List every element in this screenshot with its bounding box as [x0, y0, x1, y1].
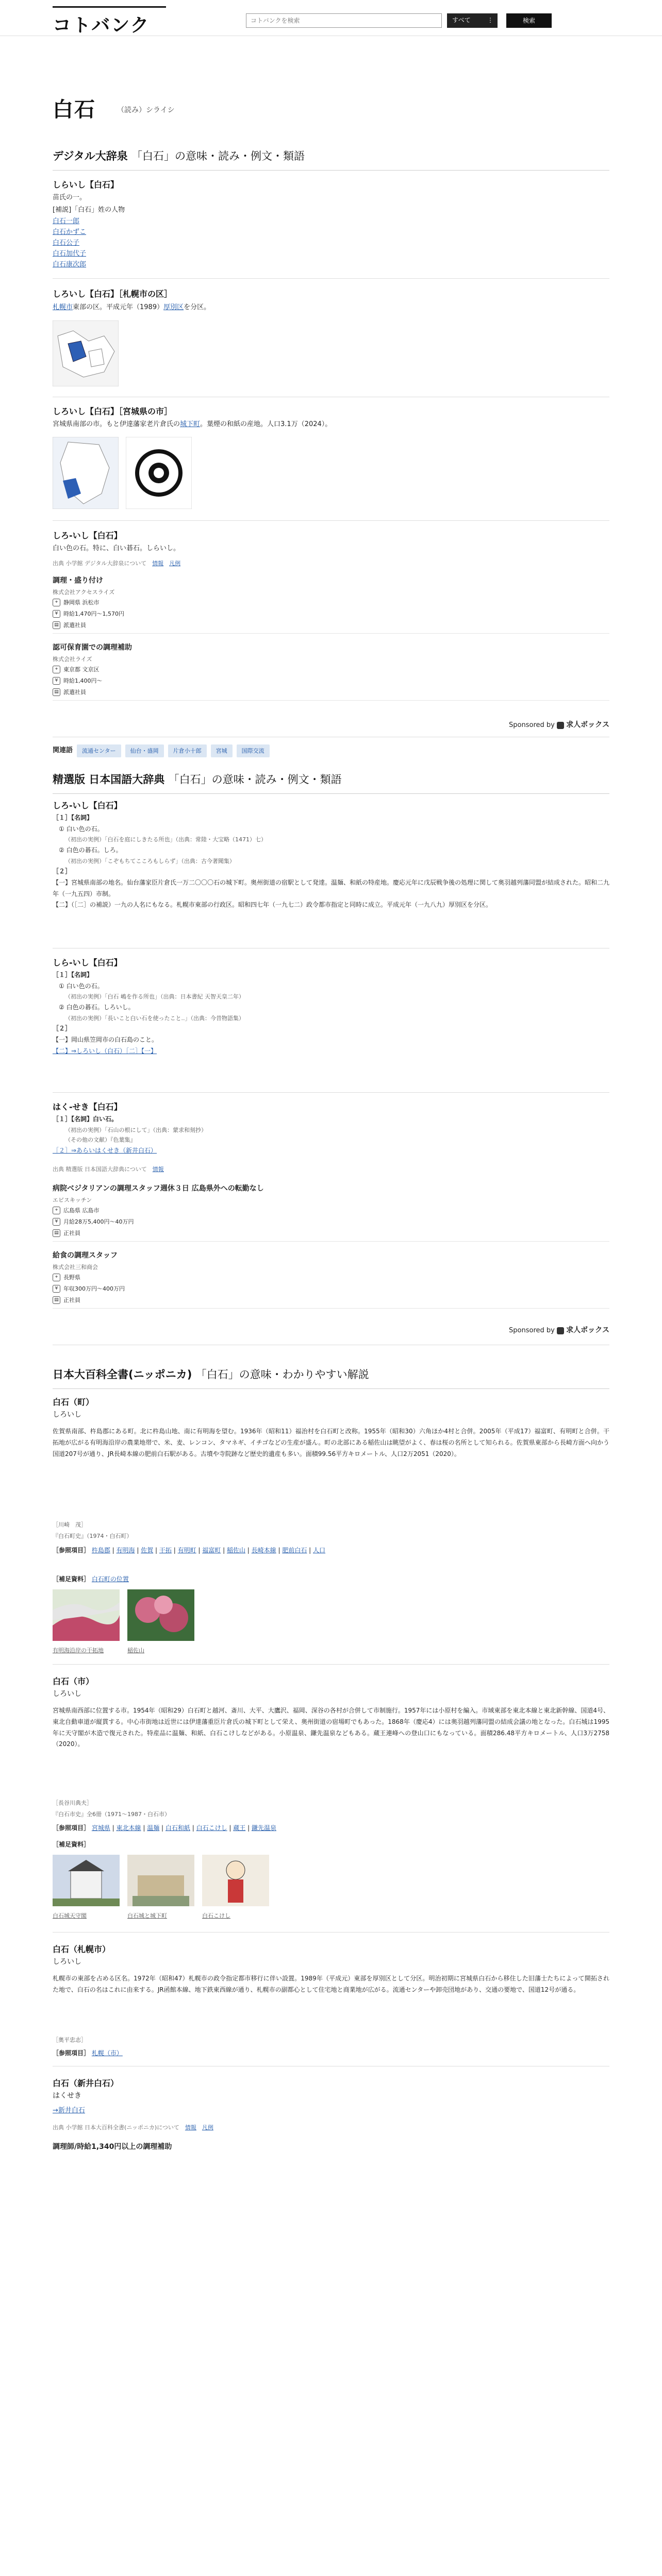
brand-logo-icon [557, 1327, 564, 1334]
figure-caption[interactable]: 稲佐山 [127, 1647, 144, 1654]
nikkoku-subtitle: 「白石」の意味・読み・例文・類語 [168, 773, 342, 786]
entry-text [53, 419, 332, 431]
badge-icon: ▤ [53, 1296, 60, 1304]
entry-body: 佐賀県南部、杵島郡にある町。北に杵島山地、南に有明海を望む。1936年（昭和11）福治村を白石町と改称。1955年（昭和30）六角ほか4村と合併。2005年（平成17）福富町、有明町と合併。干拓地が広がる有明海沿岸の農業地帯で、米、麦、レンコン、タマネギ、イチゴなどの生産が盛ん。町の北部にある稲佐山は眺望がよく、春は桜の名所として知られる。佐賀県東部から長崎方面へ向かう国道207号が通り、JR長崎本線の肥前白石駅がある。古墳や寺院跡など歴史的遺産も多い。面積99.56平方キロメートル、人口2万2051（2020）。 [53, 1428, 609, 1458]
entry-author: ［長谷川典夫］ [53, 1800, 92, 1806]
entry-title: しろ‐いし【白石】 [53, 531, 122, 540]
person-link[interactable]: 白石かずこ [53, 228, 87, 236]
ref-link[interactable]: 蔵王 [233, 1824, 246, 1832]
yen-icon: ¥ [53, 1218, 60, 1226]
job-pay-text: 月給28万5,400円～40万円 [63, 1218, 134, 1226]
job-title: 認可保育園での調理補助 [53, 643, 132, 652]
figure-caption[interactable]: 白石城と城下町 [127, 1912, 167, 1919]
job-company: エビスキッチン [53, 1196, 92, 1204]
job-type [53, 687, 609, 698]
related-tag[interactable]: 国際交流 [237, 744, 270, 757]
supp-link[interactable]: 白石町の位置 [91, 1575, 129, 1583]
job-listing[interactable] [53, 1249, 609, 1309]
def-line: ① 白い色の石。 [59, 982, 104, 990]
figure[interactable] [127, 1589, 194, 1655]
sponsor-label: Sponsored by [509, 721, 555, 729]
entry-line: [補説]「白石」姓の人物 [53, 206, 125, 214]
def-example: （初出の実例）「白石を庭にしきたる所也」（出典：常陸・大宝略（1471）七） [65, 836, 267, 843]
photo-icon [53, 1589, 120, 1641]
search-button[interactable]: 検索 [506, 13, 552, 28]
entry-text-end: を分区。 [184, 303, 211, 311]
job-type-text: 正社員 [63, 1297, 80, 1304]
job-title: 病院ベジタリアンの調理スタッフ週休３日 広島県外への転勤なし [53, 1184, 264, 1193]
daijisen-heading [53, 147, 609, 171]
source-info-link[interactable]: 情報 [185, 2124, 196, 2131]
yen-icon: ¥ [53, 677, 60, 685]
divider [53, 1664, 609, 1665]
job-pay-text: 時給1,400円～ [63, 677, 103, 685]
sponsor-brand: 求人ボックス [566, 721, 609, 729]
atsubetsu-link[interactable]: 厚別区 [163, 303, 184, 311]
page-reading: （読み）シライシ [117, 106, 175, 114]
entry-body [53, 812, 609, 911]
ref-link[interactable]: 佐賀 [141, 1547, 154, 1554]
ref-label: ［参照項目］ [53, 2049, 90, 2057]
entry-bibliography: 『白石市史』全6冊（1971～1987・白石市） [53, 1811, 170, 1818]
sapporo-link[interactable]: 札幌市 [53, 303, 73, 311]
castle-town-link[interactable]: 城下町 [180, 420, 201, 428]
def-line: ② 白色の碁石。しろいし。 [59, 1003, 135, 1011]
job-pay [53, 608, 609, 620]
def-line: ② 白色の碁石。しろ。 [59, 846, 122, 854]
sponsor-line[interactable] [455, 1324, 609, 1337]
location-icon: ⌖ [53, 666, 60, 673]
job-type [53, 620, 609, 631]
source-text: 出典 精選版 日本国語大辞典について [53, 1166, 147, 1173]
nipponica-title: 日本大百科全書(ニッポニカ) [53, 1368, 192, 1381]
job-location [53, 597, 609, 608]
job-pay-text: 年収300万円～400万円 [63, 1285, 125, 1293]
entry-reading: しろいし [53, 1690, 81, 1698]
reference-links: ［参照項目］ 杵島郡 | 有明海 | 佐賀 | 干拓 | 有明町 | 福富町 | 稲佐山 | 長崎本線 | 肥前白石 | 人口 [53, 1547, 326, 1554]
entry-body [53, 1114, 609, 1157]
job-location [53, 1205, 609, 1216]
photo-icon [202, 1855, 269, 1906]
page-title: 白石 [53, 98, 96, 122]
yen-icon: ¥ [53, 610, 60, 618]
job-company: 株式会社ライズ [53, 655, 92, 663]
entry-reading: しろいし [53, 1411, 81, 1419]
def-crossref-link[interactable]: 【二】⇒しろいし（白石）［二］【一】 [53, 1047, 157, 1055]
entry-title: しろいし【白石】［札幌市の区］ [53, 289, 173, 299]
daijisen-title: デジタル大辞泉 [53, 150, 128, 162]
job-location-text: 東京都 文京区 [63, 666, 100, 673]
crossref-link[interactable]: →新井白石 [53, 2107, 85, 2114]
figure-caption[interactable]: 有明海沿岸の干拓地 [53, 1647, 104, 1654]
related-tag[interactable]: 流通センター [77, 744, 121, 757]
supp-label: ［補足資料］ [53, 1575, 90, 1583]
job-title: 調理師/時給1,340円以上の調理補助 [53, 2143, 172, 2151]
related-tag[interactable]: 仙台・盛岡 [125, 744, 164, 757]
ref-link[interactable]: 福富町 [202, 1547, 221, 1554]
entry-bibliography: 『白石町史』（1974・白石町） [53, 1533, 133, 1539]
person-link[interactable]: 白石加代子 [53, 250, 87, 258]
sponsor-brand: 求人ボックス [566, 1326, 609, 1334]
job-type-text: 派遣社員 [63, 689, 86, 696]
divider [53, 278, 609, 279]
location-icon: ⌖ [53, 1207, 60, 1214]
job-type [53, 1228, 609, 1239]
job-location-text: 広島県 広島市 [63, 1207, 100, 1214]
supp-label: ［補足資料］ [53, 1841, 90, 1848]
entry-text-a: 宮城県南部の市。もと伊達藩家老片倉氏の [53, 420, 180, 428]
sponsor-label: Sponsored by [509, 1327, 555, 1334]
entry-title: しろいし【白石】［宮城県の市］ [53, 406, 173, 416]
job-listing[interactable] [53, 641, 609, 701]
def-example: （初出の実例）「こぞもちてこころもしらず」（出典：古今著聞集） [65, 857, 235, 865]
entry-title: しら‐いし【白石】 [53, 958, 122, 968]
badge-icon: ▤ [53, 621, 60, 629]
ref-link[interactable]: 干拓 [159, 1547, 172, 1554]
person-link[interactable]: 白石一郎 [53, 217, 80, 225]
scope-label: すべて [452, 16, 471, 24]
job-company: 株式会社三和商会 [53, 1263, 98, 1270]
divider [53, 520, 609, 521]
ref-link[interactable]: 白石こけし [196, 1824, 227, 1832]
search-scope-select[interactable] [447, 13, 498, 28]
badge-icon: ▤ [53, 688, 60, 696]
shiroishi-emblem-image[interactable] [126, 437, 192, 509]
sponsor-line[interactable] [455, 719, 609, 732]
photo-icon [127, 1855, 194, 1906]
def-crossref-link[interactable]: ［２］⇒あらいはくせき（新井白石） [53, 1147, 157, 1155]
entry-author: ［奥平忠志］ [53, 2037, 87, 2043]
ref-link[interactable]: 有明町 [177, 1547, 196, 1554]
def-example: （初出の実例）「長いこと白い石を使ったこと..」（出典：今昔物語集） [65, 1014, 244, 1022]
entry-body [53, 970, 609, 1057]
entry-title: 白石（町） [53, 1397, 94, 1407]
ref-link[interactable]: 白石和紙 [165, 1824, 190, 1832]
source-info-link[interactable]: 情報 [152, 560, 164, 567]
entry-text [53, 302, 210, 314]
nipponica-subtitle: 「白石」の意味・わかりやすい解説 [195, 1368, 369, 1381]
entry-reading: はくせき [53, 2092, 81, 2100]
related-label: 関連語 [53, 747, 73, 755]
reference-links [53, 2048, 123, 2059]
figure[interactable] [53, 1589, 120, 1655]
figure[interactable] [202, 1855, 269, 1921]
source-info-link[interactable]: 情報 [152, 1166, 164, 1173]
source-text: 出典 小学館 日本大百科全書(ニッポニカ)について [53, 2124, 179, 2131]
person-link[interactable]: 白石公子 [53, 239, 80, 247]
job-listing[interactable] [53, 1182, 609, 1242]
entry-title: 白石（市） [53, 1676, 94, 1686]
entry-reading: しろいし [53, 1958, 81, 1966]
job-title: 調理・盛り付け [53, 577, 103, 585]
sapporo-map-image[interactable] [53, 320, 119, 386]
location-icon: ⌖ [53, 599, 60, 606]
def-line: ［２］ [53, 868, 72, 875]
ref-link[interactable]: 札幌（市） [91, 2049, 123, 2057]
entry-body: 札幌市の東部を占める区名。1972年（昭和47）札幌市の政令指定都市移行に伴い設置。1989年（平成元）東部を厚別区として分区。明治初期に宮城県白石から移住した旧藩士たちによって開拓された地で、白石の名はこれに由来する。JR函館本線、地下鉄東西線が通り、札幌市の副都心として住宅地と商業地が広がる。流通センターや卸売団地があり、交通の要地で、国道12号が通る。 [53, 1975, 609, 1993]
entry-body: 宮城県南西部に位置する市。1954年（昭和29）白石町と越河、斎川、大平、大鷹沢、福岡、深谷の各村が合併して市制施行。1957年には小原村を編入。市域東部を東北本線と東北新幹線、国道4号、東北自動車道が縦貫する。中心市街地は近世には伊達藩重臣片倉氏の城下町として栄え、奥州街道の宿場町でもあった。1868年（慶応4）には奥羽越列藩同盟の結成会議の地となった。白石城は1995年に天守閣が木造で復元された。特産品に温麺、和紙、白石こけしなどがある。小原温泉、鎌先温泉などもある。蔵王連峰への登山口にもなっている。面積286.48平方キロメートル、人口3万2758（2020）。 [53, 1707, 609, 1748]
def-line: ［１］【名詞】 [53, 971, 93, 978]
entry-text: 白い色の石。特に、白い碁石。しらいし。 [53, 545, 180, 552]
job-pay-text: 時給1,470円～1,570円 [63, 611, 124, 618]
search-input[interactable] [246, 13, 442, 28]
entry-title: 白石（札幌市） [53, 1944, 111, 1954]
reference-links: ［参照項目］ 宮城県 | 東北本線 | 温麺 | 白石和紙 | 白石こけし | 蔵王 | 鎌先温泉 [53, 1824, 276, 1832]
logo-text: コトバンク [53, 15, 150, 36]
ref-link[interactable]: 鎌先温泉 [251, 1824, 276, 1832]
source-legend-link[interactable]: 凡例 [202, 2124, 213, 2131]
daijisen-subtitle: 「白石」の意味・読み・例文・類語 [131, 150, 305, 162]
brand-logo-icon [557, 722, 564, 729]
def-line: 【一】宮城県南部の地名。仙台藩家臣片倉氏一万二〇〇〇石の城下町。奥州街道の宿駅として発達。温麺、和紙の特産地。慶応元年に戊辰戦争後の処理に関して奥羽越列藩同盟が結成された。昭和二九年（一九五四）市制。 [53, 878, 610, 897]
person-link[interactable]: 白石康次郎 [53, 261, 87, 268]
ref-link[interactable]: 東北本線 [116, 1824, 141, 1832]
ref-link[interactable]: 稲佐山 [226, 1547, 245, 1554]
person-link-list [53, 216, 86, 270]
nipponica-heading [53, 1365, 609, 1389]
figure[interactable] [127, 1855, 194, 1921]
figure[interactable] [53, 1855, 120, 1921]
source-line [53, 2123, 213, 2132]
top-bar [0, 0, 662, 36]
supplementary-label [53, 1839, 90, 1850]
ref-link[interactable]: 温麺 [147, 1824, 160, 1832]
source-line [53, 1164, 164, 1174]
chevron-down-icon: ⋮ [487, 16, 493, 24]
badge-icon: ▤ [53, 1229, 60, 1237]
ref-link[interactable]: 有明海 [116, 1547, 135, 1554]
job-pay [53, 1216, 609, 1228]
ref-link[interactable]: 肥前白石 [282, 1547, 307, 1554]
figure-caption[interactable]: 白石こけし [202, 1912, 230, 1919]
figure-caption[interactable]: 白石城天守閣 [53, 1912, 87, 1919]
photo-icon [53, 1855, 120, 1906]
map-icon [53, 320, 119, 386]
miyagi-map-image[interactable] [53, 437, 119, 509]
source-line [53, 558, 180, 568]
job-location [53, 1272, 609, 1283]
job-location-text: 長野県 [63, 1274, 80, 1281]
related-tags [53, 744, 270, 757]
ref-link[interactable]: 長崎本線 [251, 1547, 276, 1554]
def-line: ［１］【名詞】白い石。 [53, 1115, 118, 1123]
job-type-text: 派遣社員 [63, 622, 86, 629]
def-line: 【一】岡山県笠岡市の白石島のこと。 [53, 1036, 158, 1043]
site-logo[interactable] [53, 5, 171, 36]
def-line: ［２］ [53, 1025, 72, 1032]
photo-icon [127, 1589, 194, 1641]
job-location-text: 静岡県 浜松市 [63, 599, 100, 606]
def-example: （初出の実例）「白石 嶋を作る所也」（出典：日本書紀 天智天皇二年） [65, 993, 244, 1001]
def-example: （その他の文献）『色葉集』 [65, 1137, 136, 1144]
entry-title: しらいし【白石】 [53, 180, 119, 190]
source-text: 出典 小学館 デジタル大辞泉について [53, 560, 147, 567]
job-listing[interactable] [53, 2141, 609, 2161]
divider [53, 1092, 609, 1093]
entry-text-b: 。葉煙の和紙の産地。人口3.1万（2024）。 [200, 420, 332, 428]
entry-author: ［川崎 茂］ [53, 1521, 87, 1528]
map-icon [53, 437, 119, 509]
job-type-text: 正社員 [63, 1230, 80, 1237]
def-line: 【二】（［二］の補説）一九の人名にもなる。札幌市東部の行政区。昭和四七年（一九七二）政令都市指定と同時に成立。平成元年（一九八九）厚別区を分区。 [53, 901, 492, 909]
yen-icon: ¥ [53, 1285, 60, 1293]
divider [53, 1932, 609, 1933]
def-example: （初出の実例）「石山の根にして」（出典：蒙求和刻抄） [65, 1126, 207, 1133]
def-line: ［１］【名詞】 [53, 814, 93, 821]
related-tag[interactable]: 片倉小十郎 [168, 744, 207, 757]
nikkoku-title: 精選版 日本国語大辞典 [53, 773, 165, 786]
supplementary-label [53, 1574, 129, 1585]
related-tag[interactable]: 宮城 [211, 744, 233, 757]
ref-link[interactable]: 人口 [313, 1547, 326, 1554]
emblem-icon [126, 437, 192, 509]
entry-title: はく‐せき【白石】 [53, 1102, 122, 1112]
def-line: ① 白い色の石。 [59, 825, 104, 833]
job-listing[interactable] [53, 574, 609, 634]
entry-title: 白石（新井白石） [53, 2078, 119, 2088]
job-pay [53, 675, 609, 687]
entry-title: しろ‐いし【白石】 [53, 801, 122, 810]
entry-line: 苗氏の一。 [53, 194, 87, 201]
logo-bar [53, 6, 166, 8]
ref-label: ［参照項目］ [53, 1824, 90, 1832]
job-type [53, 1295, 609, 1306]
source-legend-link[interactable]: 凡例 [169, 560, 181, 567]
location-icon: ⌖ [53, 1274, 60, 1281]
ref-label: ［参照項目］ [53, 1547, 90, 1554]
nikkoku-heading [53, 770, 609, 794]
ref-link[interactable]: 杵島郡 [91, 1547, 110, 1554]
ref-link[interactable]: 宮城県 [91, 1824, 110, 1832]
job-title: 給食の調理スタッフ [53, 1251, 118, 1260]
job-pay [53, 1283, 609, 1295]
job-company: 株式会社アクセスライズ [53, 588, 115, 596]
job-location [53, 664, 609, 675]
entry-text-mid: 東部の区。平成元年（1989） [73, 303, 164, 311]
